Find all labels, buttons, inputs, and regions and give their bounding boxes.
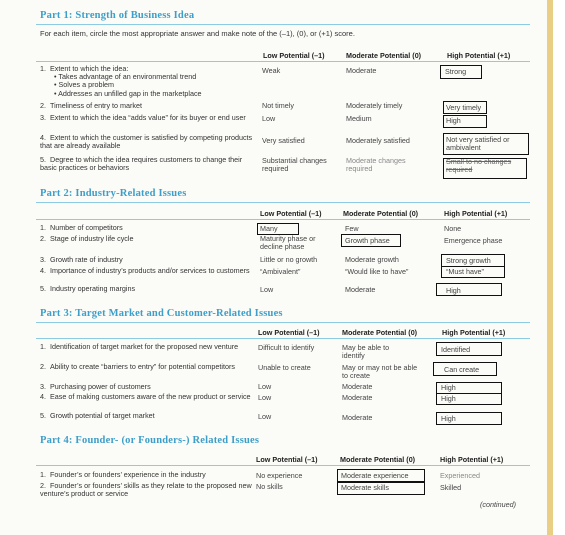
item-number: 5. — [40, 411, 46, 420]
part1-header-rule — [36, 61, 530, 62]
part3-item-5 — [40, 412, 255, 420]
part4-header-low: Low Potential (–1) — [256, 455, 318, 464]
item-text: Growth potential of target market — [50, 411, 155, 420]
part2-item-1-moderate: Few — [345, 224, 359, 233]
part2-item-5-moderate: Moderate — [345, 285, 376, 294]
part3-item-5-moderate: Moderate — [342, 413, 373, 422]
part1-item-2 — [40, 102, 255, 110]
part2-item-3-high: Strong growth — [446, 256, 491, 265]
part3-header-moderate: Moderate Potential (0) — [342, 328, 418, 337]
part2-item-4-high: “Must have” — [446, 267, 484, 276]
part4-title: Part 4: Founder- (or Founders-) Related Issues — [40, 435, 260, 446]
part4-header-high: High Potential (+1) — [440, 455, 504, 464]
selection-box — [443, 133, 529, 155]
part2-item-3 — [40, 256, 255, 264]
item-text: Founder’s or founders’ experience in the industry — [50, 470, 206, 479]
item-number: 4. — [40, 266, 46, 275]
part1-header-high: High Potential (+1) — [447, 51, 511, 60]
item-text: Degree to which the idea requires customers to change their basic practices or behaviors — [40, 155, 243, 173]
part1-item-4-high: Not very satisfied or ambivalent — [446, 135, 510, 153]
part1-header-low: Low Potential (–1) — [263, 51, 325, 60]
part3-item-2-low: Unable to create — [258, 363, 311, 372]
part2-item-1-low: Many — [260, 224, 278, 233]
item-text: Importance of industry’s products and/or services to customers — [50, 266, 250, 275]
item-number: 3. — [40, 113, 46, 122]
part2-item-5-high: High — [446, 286, 461, 295]
part1-title: Part 1: Strength of Business Idea — [40, 10, 195, 21]
selection-box — [436, 412, 502, 425]
part3-header-high: High Potential (+1) — [442, 328, 506, 337]
item-number: 1. — [40, 470, 46, 479]
part2-item-3-moderate: Moderate growth — [345, 255, 399, 264]
part2-item-3-low: Little or no growth — [260, 255, 318, 264]
part3-item-5-low: Low — [258, 412, 272, 421]
part1-item-2-high: Very timely — [446, 103, 482, 112]
selection-box — [337, 482, 425, 495]
part1-item-5 — [40, 156, 255, 172]
item-text: Stage of industry life cycle — [50, 234, 134, 243]
part3-item-5-high: High — [441, 414, 456, 423]
part3-item-2 — [40, 363, 255, 371]
item-text: Ease of making customers aware of the new product or service — [50, 392, 251, 401]
part1-item-4-low: Very satisfied — [262, 136, 305, 145]
item-number: 5. — [40, 155, 46, 164]
selection-box — [441, 266, 505, 278]
part2-item-5-low: Low — [260, 285, 274, 294]
part2-item-4-moderate: “Would like to have” — [345, 267, 409, 276]
item-number: 3. — [40, 382, 46, 391]
part4-item-1-moderate: Moderate experience — [341, 471, 409, 480]
part3-item-2-high: Can create — [444, 365, 480, 374]
part1-item-5-high: Small to no changes required — [446, 157, 512, 175]
part3-item-4-low: Low — [258, 393, 272, 402]
part4-item-2-high: Skilled — [440, 483, 462, 492]
part1-item-4-moderate: Moderately satisfied — [346, 136, 410, 145]
part1-item-1-low: Weak — [262, 66, 281, 75]
part3-header-rule — [36, 338, 530, 339]
part1-rule — [36, 24, 530, 25]
item-text: Extent to which the idea: — [50, 64, 129, 73]
item-number: 2. — [40, 481, 46, 490]
part2-item-2-high: Emergence phase — [444, 236, 503, 245]
part2-item-1 — [40, 224, 255, 232]
part4-item-2-low: No skills — [256, 482, 283, 491]
item-text: Timeliness of entry to market — [50, 101, 143, 110]
selection-box — [337, 469, 425, 482]
part3-item-3 — [40, 383, 255, 391]
part2-title: Part 2: Industry-Related Issues — [40, 188, 187, 199]
item-number: 2. — [40, 234, 46, 243]
selection-box — [433, 362, 497, 376]
part1-item-4 — [40, 134, 255, 150]
part1-item-5-moderate: Moderate changes required — [346, 156, 406, 174]
part4-item-1 — [40, 471, 255, 479]
part3-item-1-high: Identified — [441, 345, 471, 354]
part4-item-1-high: Experienced — [440, 471, 480, 480]
item-number: 2. — [40, 101, 46, 110]
part1-header-moderate: Moderate Potential (0) — [346, 51, 422, 60]
item-number: 1. — [40, 342, 46, 351]
selection-box — [443, 115, 487, 128]
part2-item-5 — [40, 285, 255, 293]
selection-box — [443, 101, 487, 114]
item-number: 2. — [40, 362, 46, 371]
part3-header-low: Low Potential (–1) — [258, 328, 320, 337]
part3-item-1-low: Difficult to identify — [258, 343, 315, 352]
item-number: 1. — [40, 223, 46, 232]
part3-item-1-moderate: May be able to identify — [342, 343, 390, 361]
continued-label: (continued) — [480, 500, 516, 509]
page-edge — [547, 0, 553, 535]
part2-item-2 — [40, 235, 255, 243]
part3-item-3-high: High — [441, 383, 456, 392]
part3-item-3-low: Low — [258, 382, 272, 391]
item-text: Extent to which the customer is satisfied by competing products that are already available — [40, 133, 253, 151]
part3-item-2-moderate: May or may not be able to create — [342, 363, 418, 381]
part2-item-1-high: None — [444, 224, 462, 233]
part3-item-3-moderate: Moderate — [342, 382, 373, 391]
selection-box — [436, 283, 502, 296]
selection-box — [436, 393, 502, 405]
part1-item-2-moderate: Moderately timely — [346, 101, 403, 110]
selection-box — [443, 158, 527, 179]
part3-item-4 — [40, 393, 255, 401]
selection-box — [440, 65, 482, 79]
selection-box — [436, 342, 502, 356]
part2-header-low: Low Potential (–1) — [260, 209, 322, 218]
part1-item-3-high: High — [446, 116, 461, 125]
part4-item-2-moderate: Moderate skills — [341, 483, 389, 492]
part1-item-1 — [40, 65, 255, 98]
part3-item-4-high: High — [441, 394, 456, 403]
item-number: 1. — [40, 64, 46, 73]
item-text: Founder’s or founders’ skills as they relate to the proposed new venture’s product or service — [40, 481, 252, 499]
item-bullet: • Takes advantage of an environmental trend — [54, 72, 197, 82]
part3-title: Part 3: Target Market and Customer-Related Issues — [40, 308, 283, 319]
item-text: Number of competitors — [50, 223, 123, 232]
item-text: Extent to which the idea “adds value” for its buyer or end user — [50, 113, 246, 122]
item-number: 5. — [40, 284, 46, 293]
part2-item-4-low: “Ambivalent” — [260, 267, 301, 276]
item-number: 4. — [40, 133, 46, 142]
part3-item-4-moderate: Moderate — [342, 393, 373, 402]
part3-rule — [36, 322, 530, 323]
item-text: Ability to create “barriers to entry” for potential competitors — [50, 362, 235, 371]
part1-item-3 — [40, 114, 255, 122]
part1-item-5-low: Substantial changes required — [262, 156, 327, 174]
part2-header-moderate: Moderate Potential (0) — [343, 209, 419, 218]
part1-item-3-moderate: Medium — [346, 114, 372, 123]
item-number: 3. — [40, 255, 46, 264]
item-bullet: • Addresses an unfilled gap in the marketplace — [54, 88, 202, 98]
part1-item-2-low: Not timely — [262, 101, 294, 110]
item-text: Identification of target market for the proposed new venture — [50, 342, 239, 351]
part2-item-2-low: Maturity phase or decline phase — [260, 234, 316, 252]
part1-item-3-low: Low — [262, 114, 276, 123]
part1-instruction: For each item, circle the most appropriate answer and make note of the (–1), (0), or (+1) score. — [40, 29, 355, 38]
part2-header-rule — [36, 219, 530, 220]
part3-item-1 — [40, 343, 255, 351]
part2-item-4 — [40, 267, 255, 275]
item-text: Purchasing power of customers — [50, 382, 151, 391]
part2-header-high: High Potential (+1) — [444, 209, 508, 218]
part4-item-1-low: No experience — [256, 471, 303, 480]
part2-item-2-moderate: Growth phase — [345, 236, 390, 245]
selection-box — [341, 234, 401, 247]
part4-header-moderate: Moderate Potential (0) — [340, 455, 416, 464]
part1-item-1-high: Strong — [445, 67, 467, 76]
part4-item-2 — [40, 482, 255, 498]
item-number: 4. — [40, 392, 46, 401]
item-bullet: • Solves a problem — [54, 80, 115, 90]
part2-rule — [36, 202, 530, 203]
item-text: Industry operating margins — [50, 284, 136, 293]
item-text: Growth rate of industry — [50, 255, 123, 264]
part1-item-1-moderate: Moderate — [346, 66, 377, 75]
part4-header-rule — [36, 465, 530, 466]
